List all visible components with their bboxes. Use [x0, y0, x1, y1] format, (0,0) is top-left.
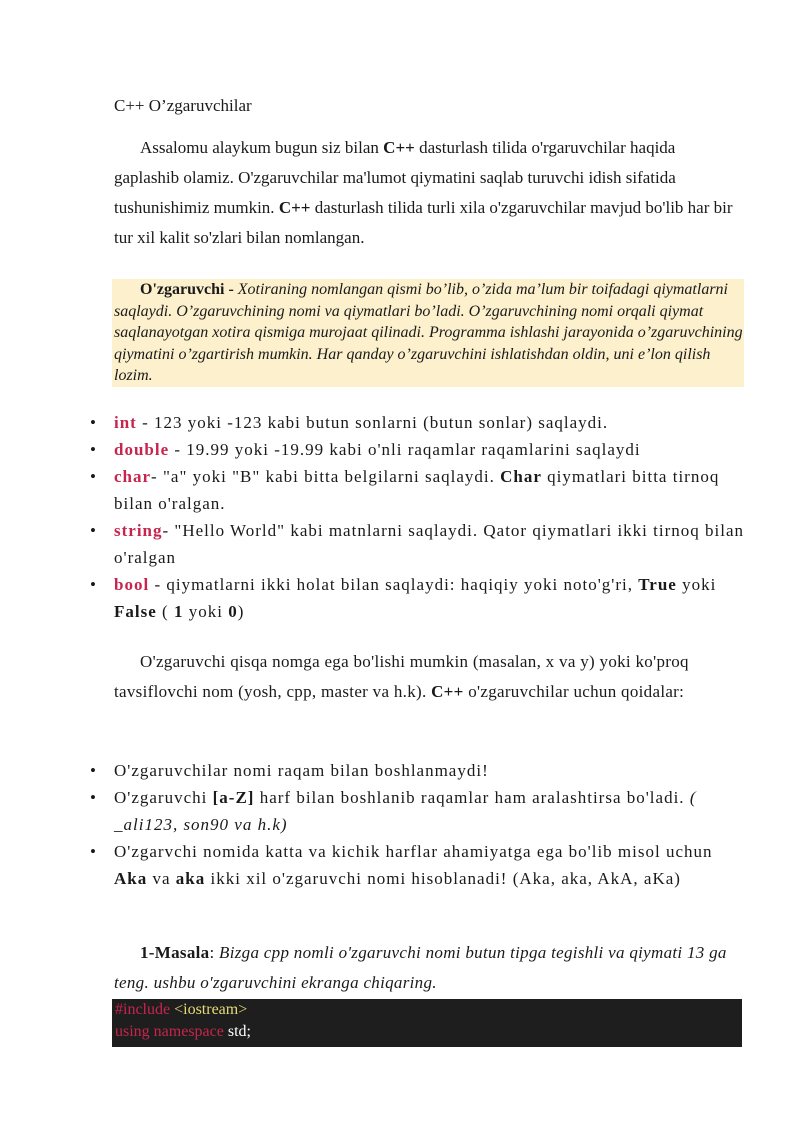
- bullet-icon: •: [90, 467, 97, 486]
- bool-false: False: [114, 602, 157, 621]
- list-item-bool: [90, 571, 744, 625]
- naming-bold-cpp: C++: [431, 682, 464, 701]
- naming-paragraph: [114, 647, 744, 707]
- code-line-1: [115, 999, 742, 1021]
- rule-bold-aka-2: aka: [175, 869, 206, 888]
- task-label: 1-Masala: [140, 943, 210, 962]
- intro-bold-cpp-1: C++: [383, 138, 415, 157]
- list-item-char: [90, 463, 744, 517]
- definition-term: O'zgaruvchi -: [140, 281, 234, 298]
- rule-text-2b: harf bilan boshlanib raqamlar ham aralashtirsa bo'ladi.: [254, 788, 690, 807]
- bool-or-1: yoki: [676, 575, 717, 594]
- type-desc-bool: - qiymatlarni ikki holat bilan saqlaydi: haqiqiy yoki noto'g'ri,: [149, 575, 639, 594]
- type-desc-char-2: qiymatlari bitta tirnoq bilan o'ralgan.: [114, 467, 720, 513]
- bool-or-2: yoki: [183, 602, 229, 621]
- rule-item-3: [90, 838, 744, 892]
- keyword-int: int: [114, 413, 137, 432]
- rule-text-3-mid: va: [147, 869, 176, 888]
- intro-text-3: dasturlash tilida turli xila o'zgaruvchilar mavjud bo'lib har bir tur xil kalit so'zlari bilan nomlangan.: [114, 198, 733, 247]
- rules-list: [90, 757, 744, 892]
- bullet-icon: •: [90, 842, 97, 861]
- list-item-double: [90, 436, 744, 463]
- rule-text-3a: O'zgarvchi nomida katta va kichik harflar ahamiyatga ega bo'lib misol uchun: [114, 842, 713, 861]
- keyword-double: double: [114, 440, 170, 459]
- rule-item-1: [90, 757, 744, 784]
- types-list: [90, 409, 745, 625]
- intro-text-1: Assalomu alaykum bugun siz bilan: [140, 138, 384, 157]
- task-colon: :: [209, 943, 220, 962]
- bullet-icon: •: [90, 575, 97, 594]
- bool-one: 1: [173, 602, 184, 621]
- rule-text-1: O'zgaruvchilar nomi raqam bilan boshlanmaydi!: [114, 761, 489, 780]
- keyword-char: char: [114, 467, 152, 486]
- keyword-bool: bool: [114, 575, 150, 594]
- type-desc-string: - "Hello World" kabi matnlarni saqlaydi. Qator qiymatlari ikki tirnoq bilan o'ralgan: [114, 521, 745, 567]
- keyword-string: string: [114, 521, 163, 540]
- intro-paragraph: [114, 133, 744, 253]
- list-item-string: [90, 517, 745, 571]
- bullet-icon: •: [90, 761, 97, 780]
- type-desc-int: - 123 yoki -123 kabi butun sonlarni (butun sonlar) saqlaydi.: [136, 413, 609, 432]
- rule-text-3c: ikki xil o'zgaruvchi nomi hisoblanadi! (Aka, aka, AkA, aKa): [205, 869, 681, 888]
- rule-bold-range: [a-Z]: [212, 788, 255, 807]
- code-include: #include: [115, 1001, 171, 1018]
- rule-text-2a: O'zgaruvchi: [114, 788, 213, 807]
- task-text: Bizga cpp nomli o'zgaruvchi nomi butun tipga tegishli va qiymati 13 ga teng. ushbu o'zgaruvchini ekranga chiqaring.: [114, 943, 727, 992]
- bool-paren-open: (: [156, 602, 174, 621]
- page-title: C++ O’zgaruvchilar: [114, 96, 252, 115]
- rule-item-2: [90, 784, 744, 838]
- bool-zero: 0: [228, 602, 238, 621]
- task-paragraph: [114, 938, 744, 998]
- bool-true: True: [638, 575, 677, 594]
- bullet-icon: •: [90, 440, 97, 459]
- code-using-namespace: using namespace: [115, 1023, 224, 1040]
- code-header: <iostream>: [174, 1001, 248, 1018]
- code-block: [112, 999, 742, 1047]
- rule-bold-aka-1: Aka: [114, 869, 148, 888]
- intro-bold-cpp-2: C++: [278, 198, 311, 217]
- rule-example: ( _ali123, son90 va h.k): [114, 788, 697, 834]
- bullet-icon: •: [90, 788, 97, 807]
- type-desc-char: - "a" yoki "B" kabi bitta belgilarni saqlaydi.: [151, 467, 501, 486]
- definition-paragraph: [114, 279, 744, 387]
- code-std: std;: [223, 1023, 251, 1040]
- type-desc-double: - 19.99 yoki -19.99 kabi o'nli raqamlar raqamlarini saqlaydi: [169, 440, 641, 459]
- bullet-icon: •: [90, 521, 97, 540]
- definition-text: Xotiraning nomlangan qismi bo’lib, o’zida ma’lum bir toifadagi qiymatlarni saqlaydi. O’zgaruvchining nomi va qiymatlari bo’ladi. O’zgaruvchining nomi orqali qiymat saqlanayotgan xotira qismiga murojaat qilinadi. Programma ishlashi jarayonida o’zgaruvchining qiymatini o’zgartirish mumkin. Har qanday o’zgaruvchini ishlatishdan oldin, uni e’lon qilish lozim.: [114, 281, 743, 384]
- naming-text-2: o'zgaruvchilar uchun qoidalar:: [463, 682, 685, 701]
- naming-text-1: O'zgaruvchi qisqa nomga ega bo'lishi mumkin (masalan, x va y) yoki ko'proq tavsiflovchi nom (yosh, cpp, master va h.k).: [114, 652, 689, 701]
- list-item-int: [90, 409, 744, 436]
- intro-text-2: dasturlash tilida o'rgaruvchilar haqida gaplashib olamiz. O'zgaruvchilar ma'lumot qiymatini saqlab turuvchi idish sifatida tushunishimiz mumkin.: [114, 138, 676, 217]
- char-bold: Char: [500, 467, 542, 486]
- code-line-2: [115, 1021, 742, 1043]
- bool-paren-close: ): [237, 602, 245, 621]
- bullet-icon: •: [90, 413, 97, 432]
